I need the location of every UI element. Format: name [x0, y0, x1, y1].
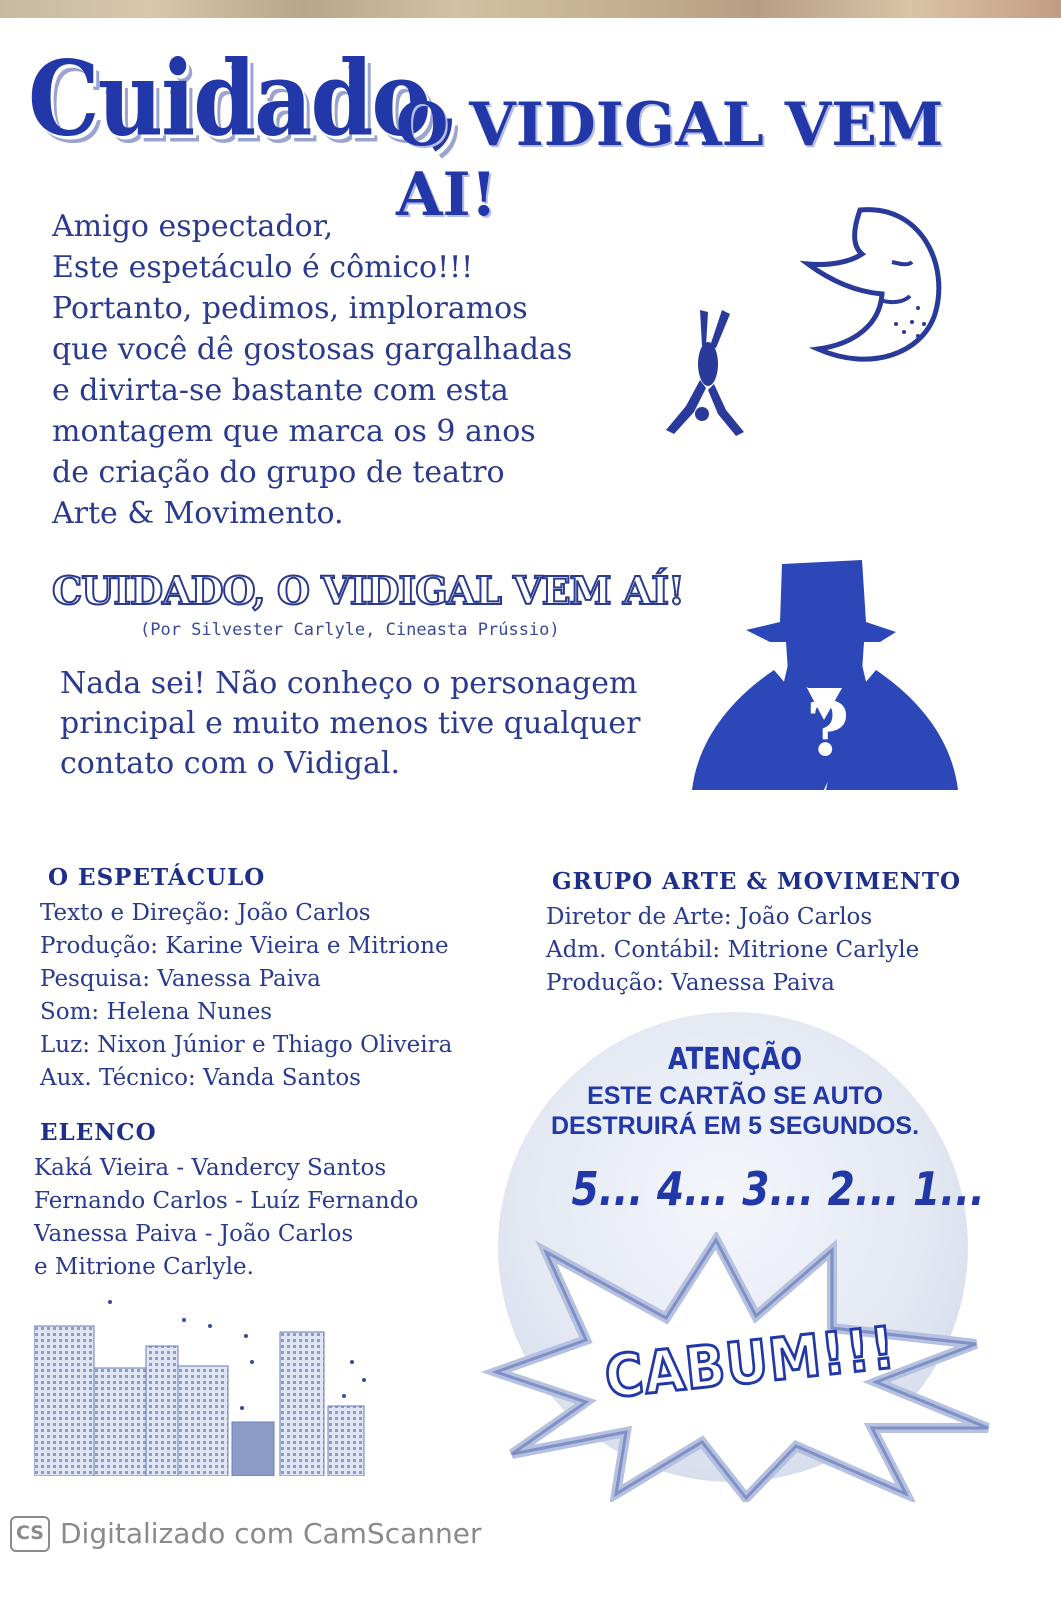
- countdown-text: 5... 4... 3... 2... 1...: [571, 1162, 985, 1216]
- credit-line: Diretor de Arte: João Carlos: [546, 904, 873, 930]
- credits-left: [34, 864, 520, 1284]
- review-text: [60, 664, 700, 784]
- cast-line: e Mitrione Carlyle.: [34, 1254, 254, 1280]
- falling-person-icon: [656, 306, 756, 442]
- review-line: Nada sei! Não conheço o personagem: [60, 666, 638, 701]
- credit-line: Luz: Nixon Júnior e Thiago Oliveira: [40, 1032, 453, 1058]
- credit-line: Produção: Karine Vieira e Mitrione: [40, 933, 449, 959]
- intro-line: Arte & Movimento.: [52, 496, 344, 531]
- credit-line: Aux. Técnico: Vanda Santos: [40, 1065, 361, 1091]
- title-cuidado: Cuidado,: [28, 38, 459, 160]
- review-title: CUIDADO, O VIDIGAL VEM AÍ!: [52, 568, 684, 613]
- credit-line: Adm. Contábil: Mitrione Carlyle: [546, 937, 920, 963]
- moon-icon: [800, 204, 950, 369]
- credit-line: Som: Helena Nunes: [40, 999, 273, 1025]
- detective-silhouette-icon: [690, 560, 960, 792]
- intro-line: e divirta-se bastante com esta: [52, 373, 509, 408]
- attention-line-1: ESTE CARTÃO SE AUTO: [587, 1082, 883, 1110]
- elenco-heading: ELENCO: [40, 1119, 157, 1146]
- title-rest: O VIDIGAL VEM AI!: [396, 90, 944, 230]
- cast-line: Fernando Carlos - Luíz Fernando: [34, 1188, 419, 1214]
- intro-line: montagem que marca os 9 anos: [52, 414, 536, 449]
- intro-line: Amigo espectador,: [52, 209, 334, 244]
- intro-line: que você dê gostosas gargalhadas: [52, 332, 573, 367]
- camscanner-watermark: Digitalizado com CamScanner: [60, 1517, 482, 1550]
- credit-line: Texto e Direção: João Carlos: [40, 900, 371, 926]
- cabum-text: CABUM!!!: [601, 1313, 899, 1412]
- question-mark-icon: ?: [806, 687, 850, 773]
- cast-line: Vanessa Paiva - João Carlos: [34, 1221, 354, 1247]
- grupo-heading: GRUPO ARTE & MOVIMENTO: [552, 868, 961, 895]
- intro-line: de criação do grupo de teatro: [52, 455, 505, 490]
- attention-title: ATENÇÃO: [667, 1042, 803, 1077]
- review-byline: (Por Silvester Carlyle, Cineasta Prússio): [140, 620, 560, 640]
- intro-text: [52, 206, 652, 534]
- city-skyline-icon: [34, 1296, 374, 1476]
- intro-line: Este espetáculo é cômico!!!: [52, 250, 474, 285]
- espetaculo-heading: O ESPETÁCULO: [48, 864, 266, 891]
- credits-right: [546, 868, 1006, 1000]
- attention-line-2: DESTRUIRÁ EM 5 SEGUNDOS.: [550, 1112, 920, 1140]
- camscanner-logo: CS: [10, 1516, 50, 1552]
- intro-line: Portanto, pedimos, imploramos: [52, 291, 528, 326]
- review-line: contato com o Vidigal.: [60, 746, 400, 781]
- credit-line: Produção: Vanessa Paiva: [546, 970, 835, 996]
- review-line: principal e muito menos tive qualquer: [60, 706, 641, 741]
- cast-line: Kaká Vieira - Vandercy Santos: [34, 1155, 387, 1181]
- credit-line: Pesquisa: Vanessa Paiva: [40, 966, 321, 992]
- top-photo-strip: [0, 0, 1061, 18]
